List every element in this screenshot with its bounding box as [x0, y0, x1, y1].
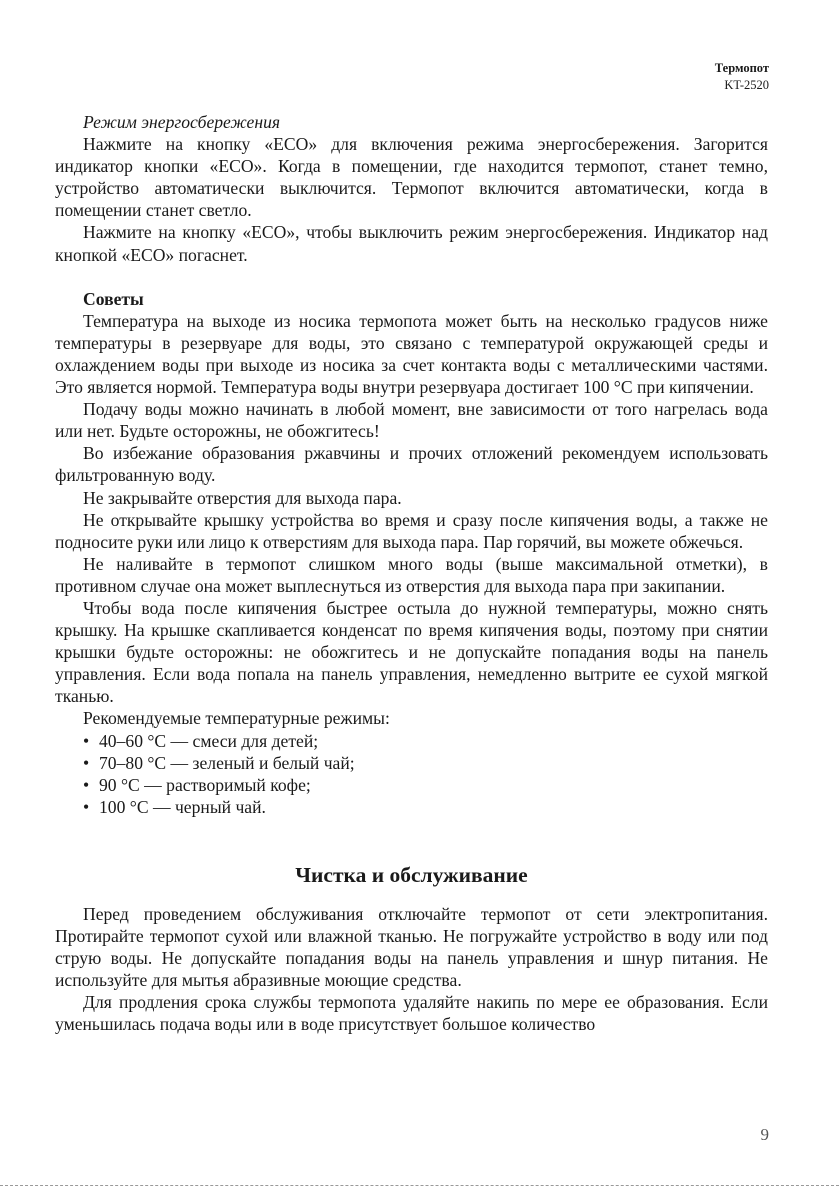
eco-paragraph: Нажмите на кнопку «ECO» для включения режима энергосбережения. Загорится индикатор кнопки «ECO». Когда в помещении, где находится термопот, станет темно, устройство автоматически выключится. Термопот включится автоматически, когда в помещении станет светло.	[55, 134, 768, 221]
tips-paragraph: Чтобы вода после кипячения быстрее остыла до нужной температуры, можно снять крышку. На крышке скапливается конденсат по время кипячения воды, поэтому при снятии крышки будьте осторожны: не обожгитесь и не допускайте попадания воды на панель управления. Если вода попала на панель управления, немедленно вытрите ее сухой мягкой тканью.	[55, 597, 768, 707]
tips-paragraph: Во избежание образования ржавчины и прочих отложений рекомендуем использовать фильтрованную воду.	[55, 443, 768, 486]
temperature-modes-list	[55, 730, 768, 818]
tips-paragraph: Не закрывайте отверстия для выхода пара.	[83, 487, 402, 508]
list-item: • 40–60 °С — смеси для детей;	[83, 730, 768, 752]
eco-paragraph: Нажмите на кнопку «ECO», чтобы выключить режим энергосбережения. Индикатор над кнопкой «ECO» погаснет.	[55, 222, 768, 265]
tips-section-title: Советы	[83, 288, 144, 309]
list-item: • 70–80 °С — зеленый и белый чай;	[83, 752, 768, 774]
tips-paragraph: Подачу воды можно начинать в любой момент, вне зависимости от того нагрелась вода или нет. Будьте осторожны, не обожгитесь!	[55, 399, 768, 442]
tips-paragraph: Не наливайте в термопот слишком много воды (выше максимальной отметки), в противном случае она может выплеснуться из отверстия для выхода пара при закипании.	[55, 553, 768, 596]
page-content	[55, 111, 768, 1035]
list-item: • 100 °С — черный чай.	[83, 796, 768, 818]
tips-paragraph: Температура на выходе из носика термопота может быть на несколько градусов ниже температуры в резервуаре для воды, это связано с температурой окружающей среды и охлаждением воды при выходе из носика за счет контакта воды с металлическими частями. Это является нормой. Температура воды внутри резервуара достигает 100 °С при кипячении.	[55, 310, 768, 398]
cleaning-paragraph: Для продления срока службы термопота удаляйте накипь по мере ее образования. Если уменьшилась подача воды или в воде присутствует большое количество	[55, 992, 768, 1035]
eco-section-title: Режим энергосбережения	[83, 112, 281, 132]
header-model-number: KT-2520	[724, 78, 769, 92]
page-number: 9	[760, 1125, 769, 1144]
tips-paragraph: Не открывайте крышку устройства во время и сразу после кипячения воды, а также не подносите руки или лицо к отверстиям для выхода пара. Пар горячий, вы можете обжечься.	[55, 509, 768, 552]
cleaning-section-title: Чистка и обслуживание	[295, 862, 528, 887]
list-item: • 90 °С — растворимый кофе;	[83, 774, 768, 796]
tips-paragraph: Рекомендуемые температурные режимы:	[83, 708, 390, 729]
cleaning-paragraph: Перед проведением обслуживания отключайте термопот от сети электропитания. Протирайте термопот сухой или влажной тканью. Не погружайте устройство в воду или под струю воды. Не допускайте попадания воды на панель управления и шнур питания. Не используйте для мытья абразивные моющие средства.	[55, 903, 768, 991]
page-header	[715, 60, 769, 94]
header-product-name: Термопот	[714, 61, 769, 75]
